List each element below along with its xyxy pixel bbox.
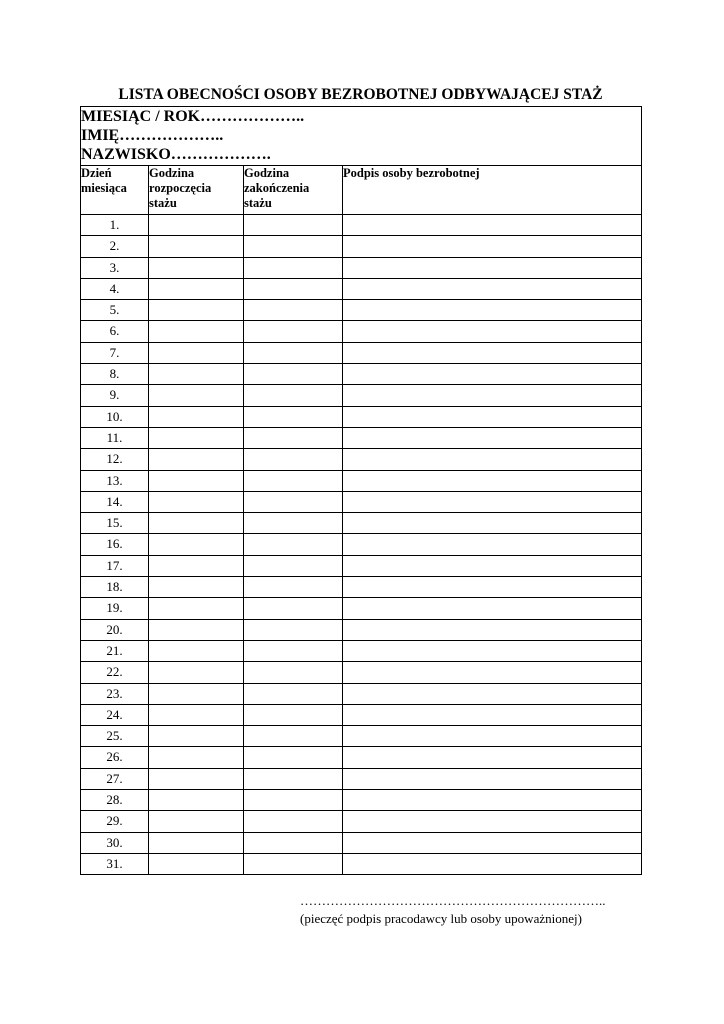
day-number-cell: 26.	[81, 747, 149, 768]
signature-cell[interactable]	[343, 768, 642, 789]
start-time-cell[interactable]	[149, 215, 244, 236]
signature-cell[interactable]	[343, 704, 642, 725]
start-time-cell[interactable]	[149, 257, 244, 278]
start-time-cell[interactable]	[149, 747, 244, 768]
table-row	[81, 449, 642, 470]
signature-cell[interactable]	[343, 790, 642, 811]
day-number-cell: 27.	[81, 768, 149, 789]
end-time-cell[interactable]	[244, 555, 343, 576]
end-time-cell[interactable]	[244, 513, 343, 534]
table-row	[81, 619, 642, 640]
signature-cell[interactable]	[343, 853, 642, 874]
table-row	[81, 726, 642, 747]
table-row	[81, 321, 642, 342]
column-header-start-line: rozpoczęcia	[149, 181, 212, 195]
signature-cell[interactable]	[343, 449, 642, 470]
start-time-cell[interactable]	[149, 491, 244, 512]
end-time-cell[interactable]	[244, 704, 343, 725]
day-number-cell: 19.	[81, 598, 149, 619]
start-time-cell[interactable]	[149, 768, 244, 789]
table-row	[81, 342, 642, 363]
document-title: LISTA OBECNOŚCI OSOBY BEZROBOTNEJ ODBYWAJĄCEJ STAŻ	[118, 86, 603, 103]
day-number-cell: 17.	[81, 555, 149, 576]
start-time-cell[interactable]	[149, 300, 244, 321]
start-time-cell[interactable]	[149, 555, 244, 576]
end-time-cell[interactable]	[244, 853, 343, 874]
signature-cell[interactable]	[343, 385, 642, 406]
end-time-cell[interactable]	[244, 619, 343, 640]
signature-cell[interactable]	[343, 513, 642, 534]
signature-cell[interactable]	[343, 577, 642, 598]
start-time-cell[interactable]	[149, 364, 244, 385]
end-time-cell[interactable]	[244, 811, 343, 832]
day-number-cell: 4.	[81, 278, 149, 299]
end-time-cell[interactable]	[244, 747, 343, 768]
signature-caption: (pieczęć podpis pracodawcy lub osoby upoważnionej)	[300, 911, 582, 926]
start-time-cell[interactable]	[149, 853, 244, 874]
end-time-cell[interactable]	[244, 726, 343, 747]
day-number-cell: 10.	[81, 406, 149, 427]
start-time-cell[interactable]	[149, 278, 244, 299]
signature-cell[interactable]	[343, 278, 642, 299]
start-time-cell[interactable]	[149, 236, 244, 257]
start-time-cell[interactable]	[149, 811, 244, 832]
end-time-cell[interactable]	[244, 832, 343, 853]
table-row	[81, 300, 642, 321]
end-time-cell[interactable]	[244, 491, 343, 512]
day-number-cell: 5.	[81, 300, 149, 321]
end-time-cell[interactable]	[244, 449, 343, 470]
end-time-cell[interactable]	[244, 385, 343, 406]
column-header-row	[81, 166, 642, 215]
day-number-cell: 28.	[81, 790, 149, 811]
end-time-cell[interactable]	[244, 278, 343, 299]
day-number-cell: 24.	[81, 704, 149, 725]
table-row	[81, 215, 642, 236]
column-header-signature-line: Podpis osoby bezrobotnej	[343, 166, 480, 180]
day-number-cell: 22.	[81, 662, 149, 683]
signature-cell[interactable]	[343, 726, 642, 747]
signature-cell[interactable]	[343, 300, 642, 321]
surname-field: NAZWISKO……………….	[81, 146, 271, 163]
start-time-cell[interactable]	[149, 321, 244, 342]
signature-cell[interactable]	[343, 406, 642, 427]
day-number-cell: 18.	[81, 577, 149, 598]
start-time-cell[interactable]	[149, 704, 244, 725]
day-number-cell: 7.	[81, 342, 149, 363]
table-row	[81, 704, 642, 725]
end-time-cell[interactable]	[244, 598, 343, 619]
table-row	[81, 640, 642, 661]
table-row	[81, 683, 642, 704]
end-time-cell[interactable]	[244, 768, 343, 789]
day-number-cell: 21.	[81, 640, 149, 661]
end-time-cell[interactable]	[244, 790, 343, 811]
day-number-cell: 15.	[81, 513, 149, 534]
start-time-cell[interactable]	[149, 534, 244, 555]
table-row	[81, 598, 642, 619]
start-time-cell[interactable]	[149, 598, 244, 619]
end-time-cell[interactable]	[244, 364, 343, 385]
signature-cell[interactable]	[343, 640, 642, 661]
end-time-cell[interactable]	[244, 406, 343, 427]
start-time-cell[interactable]	[149, 640, 244, 661]
start-time-cell[interactable]	[149, 790, 244, 811]
start-time-cell[interactable]	[149, 832, 244, 853]
signature-cell[interactable]	[343, 555, 642, 576]
table-row	[81, 406, 642, 427]
end-time-cell[interactable]	[244, 577, 343, 598]
start-time-cell[interactable]	[149, 342, 244, 363]
table-row	[81, 491, 642, 512]
table-row	[81, 577, 642, 598]
end-time-cell[interactable]	[244, 662, 343, 683]
day-number-cell: 12.	[81, 449, 149, 470]
table-row	[81, 385, 642, 406]
end-time-cell[interactable]	[244, 683, 343, 704]
day-number-cell: 11.	[81, 427, 149, 448]
signature-dotted-line: ……………………………………………………………..	[300, 893, 606, 908]
signature-cell[interactable]	[343, 811, 642, 832]
signature-cell[interactable]	[343, 491, 642, 512]
day-number-cell: 13.	[81, 470, 149, 491]
end-time-cell[interactable]	[244, 257, 343, 278]
column-header-day	[81, 166, 149, 215]
signature-cell[interactable]	[343, 470, 642, 491]
table-row	[81, 811, 642, 832]
signature-cell[interactable]	[343, 598, 642, 619]
start-time-cell[interactable]	[149, 513, 244, 534]
column-header-start-time	[149, 166, 244, 215]
start-time-cell[interactable]	[149, 385, 244, 406]
table-row	[81, 790, 642, 811]
header-fields	[81, 107, 642, 166]
day-number-cell: 1.	[81, 215, 149, 236]
signature-cell[interactable]	[343, 215, 642, 236]
signature-cell[interactable]	[343, 534, 642, 555]
end-time-cell[interactable]	[244, 534, 343, 555]
column-header-day-line: Dzień	[81, 166, 112, 180]
start-time-cell[interactable]	[149, 406, 244, 427]
signature-cell[interactable]	[343, 236, 642, 257]
day-number-cell: 31.	[81, 853, 149, 874]
signature-cell[interactable]	[343, 662, 642, 683]
signature-cell[interactable]	[343, 321, 642, 342]
attendance-table	[80, 106, 642, 875]
first-name-field: IMIĘ………………..	[81, 127, 224, 144]
signature-cell[interactable]	[343, 364, 642, 385]
day-number-cell: 2.	[81, 236, 149, 257]
day-number-cell: 14.	[81, 491, 149, 512]
end-time-cell[interactable]	[244, 236, 343, 257]
day-number-cell: 25.	[81, 726, 149, 747]
end-time-cell[interactable]	[244, 300, 343, 321]
end-time-cell[interactable]	[244, 215, 343, 236]
table-row	[81, 513, 642, 534]
column-header-end-line: zakończenia	[244, 181, 310, 195]
month-year-field: MIESIĄC / ROK………………..	[81, 108, 305, 125]
start-time-cell[interactable]	[149, 662, 244, 683]
start-time-cell[interactable]	[149, 683, 244, 704]
table-row	[81, 832, 642, 853]
day-number-cell: 16.	[81, 534, 149, 555]
table-row	[81, 257, 642, 278]
table-row	[81, 555, 642, 576]
table-row	[81, 364, 642, 385]
start-time-cell[interactable]	[149, 427, 244, 448]
signature-cell[interactable]	[343, 427, 642, 448]
start-time-cell[interactable]	[149, 726, 244, 747]
column-header-end-line: Godzina	[244, 166, 290, 180]
day-number-cell: 20.	[81, 619, 149, 640]
table-row	[81, 278, 642, 299]
table-row	[81, 470, 642, 491]
signature-cell[interactable]	[343, 619, 642, 640]
table-row	[81, 534, 642, 555]
table-row	[81, 747, 642, 768]
end-time-cell[interactable]	[244, 427, 343, 448]
day-number-cell: 8.	[81, 364, 149, 385]
table-row	[81, 662, 642, 683]
day-number-cell: 9.	[81, 385, 149, 406]
table-row	[81, 768, 642, 789]
column-header-end-line: stażu	[244, 196, 272, 210]
column-header-start-line: stażu	[149, 196, 177, 210]
column-header-start-line: Godzina	[149, 166, 195, 180]
day-number-cell: 30.	[81, 832, 149, 853]
column-header-signature	[343, 166, 642, 215]
signature-cell[interactable]	[343, 257, 642, 278]
signature-cell[interactable]	[343, 747, 642, 768]
day-number-cell: 23.	[81, 683, 149, 704]
start-time-cell[interactable]	[149, 577, 244, 598]
end-time-cell[interactable]	[244, 470, 343, 491]
signature-cell[interactable]	[343, 683, 642, 704]
day-number-cell: 6.	[81, 321, 149, 342]
signature-cell[interactable]	[343, 342, 642, 363]
table-row	[81, 853, 642, 874]
end-time-cell[interactable]	[244, 342, 343, 363]
table-row	[81, 427, 642, 448]
table-row	[81, 236, 642, 257]
start-time-cell[interactable]	[149, 619, 244, 640]
start-time-cell[interactable]	[149, 470, 244, 491]
end-time-cell[interactable]	[244, 640, 343, 661]
day-number-cell: 29.	[81, 811, 149, 832]
day-number-cell: 3.	[81, 257, 149, 278]
end-time-cell[interactable]	[244, 321, 343, 342]
column-header-day-line: miesiąca	[81, 181, 127, 195]
column-header-end-time	[244, 166, 343, 215]
start-time-cell[interactable]	[149, 449, 244, 470]
header-fields-row	[81, 107, 642, 166]
signature-cell[interactable]	[343, 832, 642, 853]
